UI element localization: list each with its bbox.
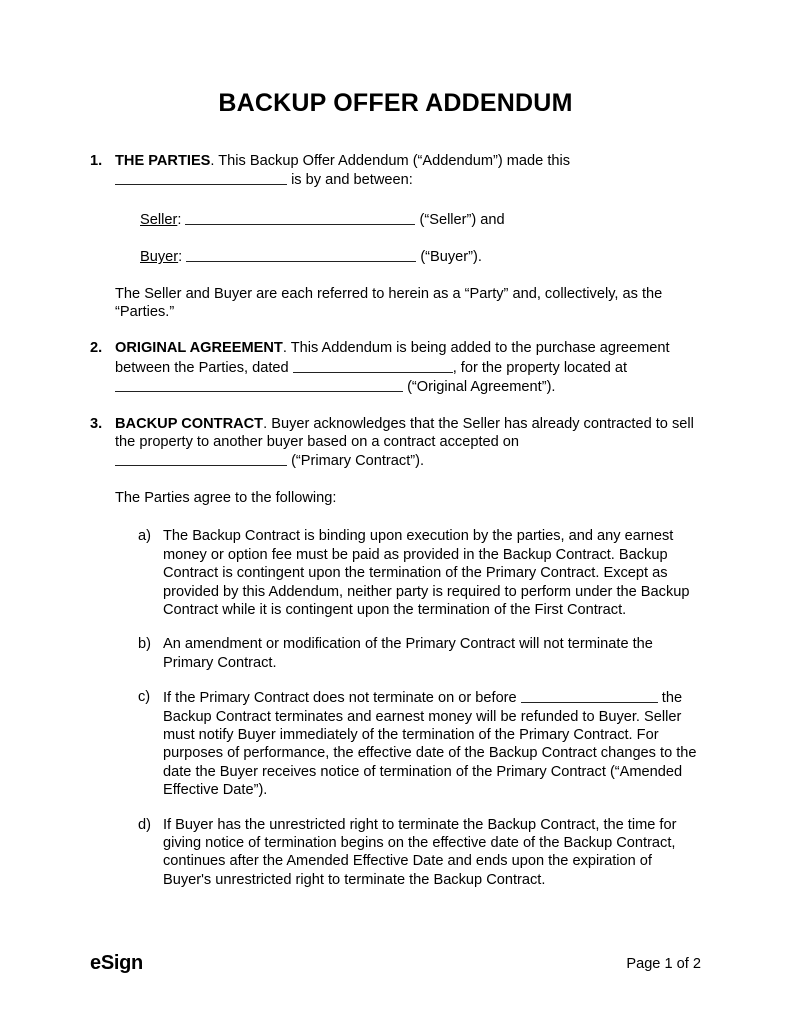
buyer-suffix: (“Buyer”). — [420, 249, 482, 266]
buyer-label: Buyer — [140, 249, 179, 266]
sub-item-c-text-before: If the Primary Contract does not terminate on or before — [163, 690, 517, 707]
clause-1-text — [115, 152, 702, 190]
sub-item-a — [90, 527, 702, 619]
clause-3-number: 3. — [90, 415, 103, 432]
clause-1-the-parties — [90, 152, 702, 190]
sub-item-b-marker: b) — [138, 636, 151, 653]
spacer — [90, 471, 702, 489]
sub-item-b — [90, 635, 702, 672]
sub-item-d-text: If Buyer has the unrestricted right to terminate the Backup Contract, the time for giving notice of termination begins on the effective date of the Backup Contract, continues after the Amended Effective Date and ends upon the expiration of Buyer's unrestricted right to terminate the Backup Contract. — [163, 816, 677, 888]
document-body — [90, 152, 702, 889]
clause-2-heading: ORIGINAL AGREEMENT — [115, 340, 283, 357]
spacer — [90, 229, 702, 247]
clause-2-part-3: (“Original Agreement”). — [407, 379, 556, 396]
sub-item-c-marker: c) — [138, 689, 151, 706]
clause-1-heading: THE PARTIES — [115, 153, 211, 169]
property-address-blank-field[interactable] — [115, 377, 403, 392]
spacer — [90, 321, 702, 339]
spacer — [90, 672, 702, 688]
clause-2-part-1: . This Addendum is being added to the purchase agreement between the Parties, dated — [115, 340, 670, 376]
seller-name-blank-field[interactable] — [185, 210, 415, 225]
sub-item-c — [90, 688, 702, 799]
buyer-colon: : — [178, 249, 183, 266]
clause-2-part-2: , for the property located at — [452, 359, 628, 376]
clause-2-number: 2. — [90, 340, 103, 357]
page-number-label: Page 1 of 2 — [626, 955, 701, 972]
seller-suffix: (“Seller”) and — [419, 211, 505, 228]
clause-1-number: 1. — [90, 153, 103, 169]
esign-brand-logo: eSign — [90, 952, 143, 974]
seller-row — [90, 210, 702, 229]
original-agreement-date-blank-field[interactable] — [293, 358, 453, 373]
spacer — [90, 619, 702, 635]
page-title: BACKUP OFFER ADDENDUM — [218, 89, 573, 117]
clause-3-backup-contract — [90, 415, 702, 471]
clause-3-part-1: . Buyer acknowledges that the Seller has already contracted to sell the property to another buyer based on a contract accepted on — [115, 415, 694, 451]
clause-2-text — [115, 339, 702, 396]
clause-1-tail: is by and between: — [291, 172, 413, 189]
sub-item-d-marker: d) — [138, 816, 151, 833]
primary-contract-date-blank-field[interactable] — [115, 451, 287, 466]
seller-colon: : — [177, 211, 182, 228]
sub-item-a-marker: a) — [138, 528, 151, 545]
spacer — [90, 800, 702, 816]
parties-definition-paragraph: The Seller and Buyer are each referred to herein as a “Party” and, collectively, as the “Parties.” — [115, 285, 663, 321]
clause-1-intro: . This Backup Offer Addendum (“Addendum”) made this — [210, 153, 571, 169]
spacer — [90, 267, 702, 285]
date-blank-field[interactable] — [115, 170, 287, 185]
clause-3-heading: BACKUP CONTRACT — [115, 415, 264, 432]
sub-item-d — [90, 816, 702, 890]
page-footer — [90, 952, 701, 975]
spacer — [90, 397, 702, 415]
buyer-name-blank-field[interactable] — [186, 247, 416, 262]
agree-intro-paragraph: The Parties agree to the following: — [115, 489, 337, 506]
clause-3-text — [115, 415, 702, 471]
buyer-row — [90, 247, 702, 266]
sub-item-a-text: The Backup Contract is binding upon execution by the parties, and any earnest money or option fee must be paid as provided in the Backup Contract. Backup Contract is contingent upon the termination of the Primary Contract. Except as provided by this Addendum, neither party is required to perform under the Backup Contract while it is contingent upon the termination of the First Contract. — [163, 528, 690, 618]
clause-3-part-2: (“Primary Contract”). — [291, 453, 425, 470]
spacer — [90, 190, 702, 210]
spacer — [90, 507, 702, 527]
clause-2-original-agreement — [90, 339, 702, 396]
seller-label: Seller — [140, 211, 178, 228]
sub-item-b-text: An amendment or modification of the Primary Contract will not terminate the Primary Contract. — [163, 636, 653, 671]
termination-deadline-blank-field[interactable] — [521, 688, 658, 703]
sub-item-c-text-after: the Backup Contract terminates and earnest money will be refunded to Buyer. Seller must notify Buyer immediately of the termination of the Primary Contract. For purposes of performance, the effective date of the Backup Contract changes to the date the Buyer receives notice of termination of the Primary Contract (“Amended Effective Date”). — [163, 690, 697, 799]
